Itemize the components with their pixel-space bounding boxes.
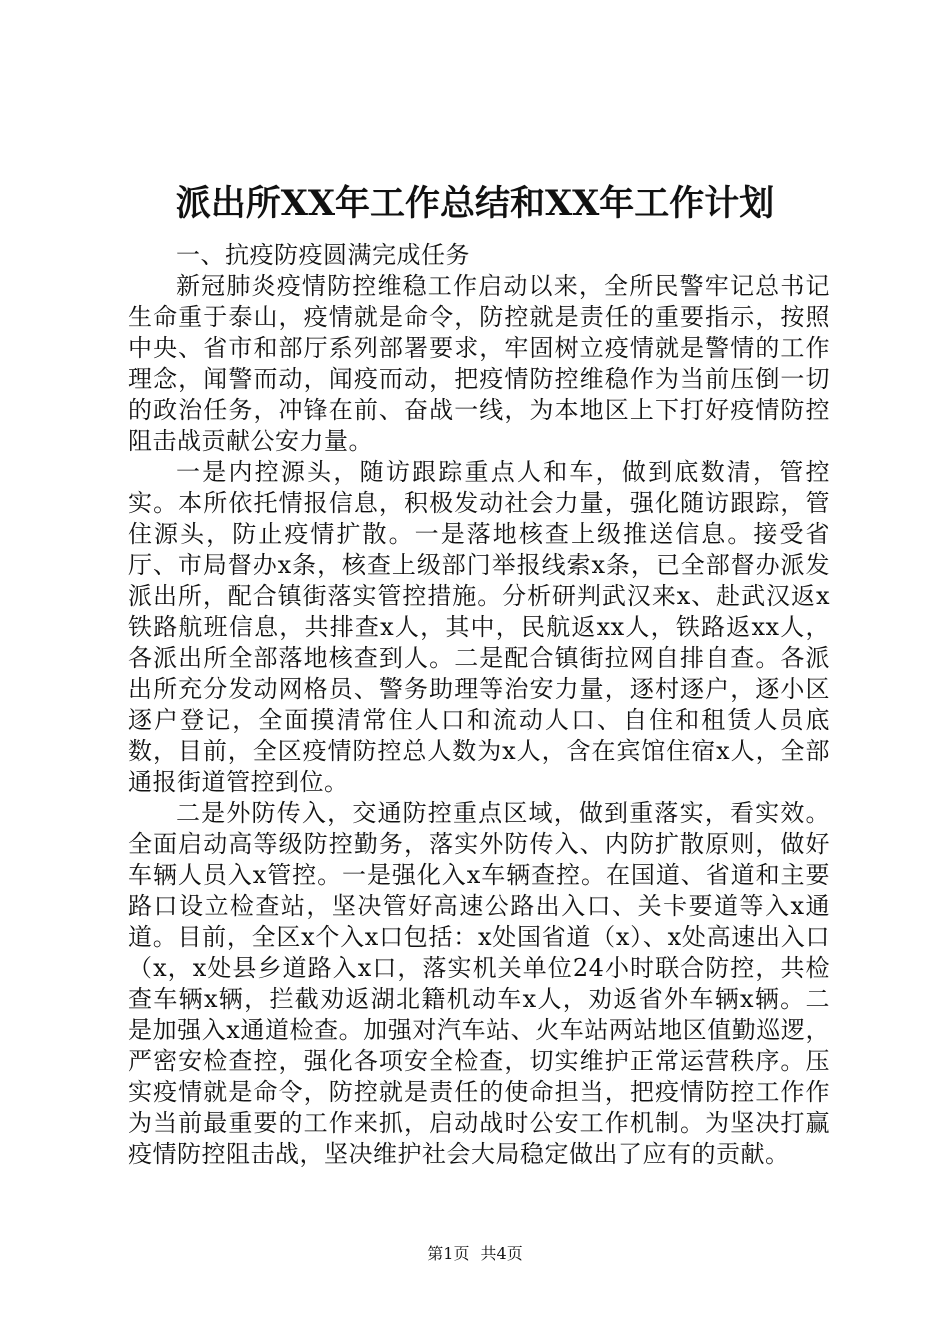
page-total: 共4页	[480, 1244, 523, 1263]
paragraph-internal-control: 一是内控源头，随访跟踪重点人和车，做到底数清，管控实。本所依托情报信息，积极发动社会力量，强化随访跟踪，管住源头，防止疫情扩散。一是落地核查上级推送信息。接受省厅、市局督办x条，核查上级部门举报线索x条，已全部督办派发派出所，配合镇街落实管控措施。分析研判武汉来x、赴武汉返x铁路航班信息，共排查x人，其中，民航返xx人，铁路返xx人，各派出所全部落地核查到人。二是配合镇街拉网自排自查。各派出所充分发动网格员、警务助理等治安力量，逐村逐户，逐小区逐户登记，全面摸清常住人口和流动人口、自住和租赁人员底数，目前，全区疫情防控总人数为x人，含在宾馆住宿x人，全部通报街道管控到位。	[128, 458, 830, 796]
document-title: 派出所XX年工作总结和XX年工作计划	[175, 183, 775, 224]
document-body	[128, 240, 830, 1170]
paragraph-intro: 新冠肺炎疫情防控维稳工作启动以来，全所民警牢记总书记生命重于泰山，疫情就是命令，防控就是责任的重要指示，按照中央、省市和部厅系列部署要求，牢固树立疫情就是警情的工作理念，闻警而动，闻疫而动，把疫情防控维稳作为当前压倒一切的政治任务，冲锋在前、奋战一线，为本地区上下打好疫情防控阻击战贡献公安力量。	[128, 272, 830, 455]
page-footer	[0, 1243, 950, 1265]
page-number: 第1页	[427, 1244, 470, 1263]
paragraph-external-prevention: 二是外防传入，交通防控重点区域，做到重落实，看实效。全面启动高等级防控勤务，落实外防传入、内防扩散原则，做好车辆人员入x管控。一是强化入x车辆查控。在国道、省道和主要路口设立检查站，坚决管好高速公路出入口、关卡要道等入x通道。目前，全区x个入x口包括：x处国省道（x）、x处高速出入口（x，x处县乡道路入x口，落实机关单位24小时联合防控，共检查车辆x辆，拦截劝返湖北籍机动车x人，劝返省外车辆x辆。二是加强入x通道检查。加强对汽车站、火车站两站地区值勤巡逻，严密安检查控，强化各项安全检查，切实维护正常运营秩序。压实疫情就是命令，防控就是责任的使命担当，把疫情防控工作作为当前最重要的工作来抓，启动战时公安工作机制。为坚决打赢疫情防控阻击战，坚决维护社会大局稳定做出了应有的贡献。	[128, 799, 830, 1168]
section-heading: 一、抗疫防疫圆满完成任务	[176, 241, 470, 269]
